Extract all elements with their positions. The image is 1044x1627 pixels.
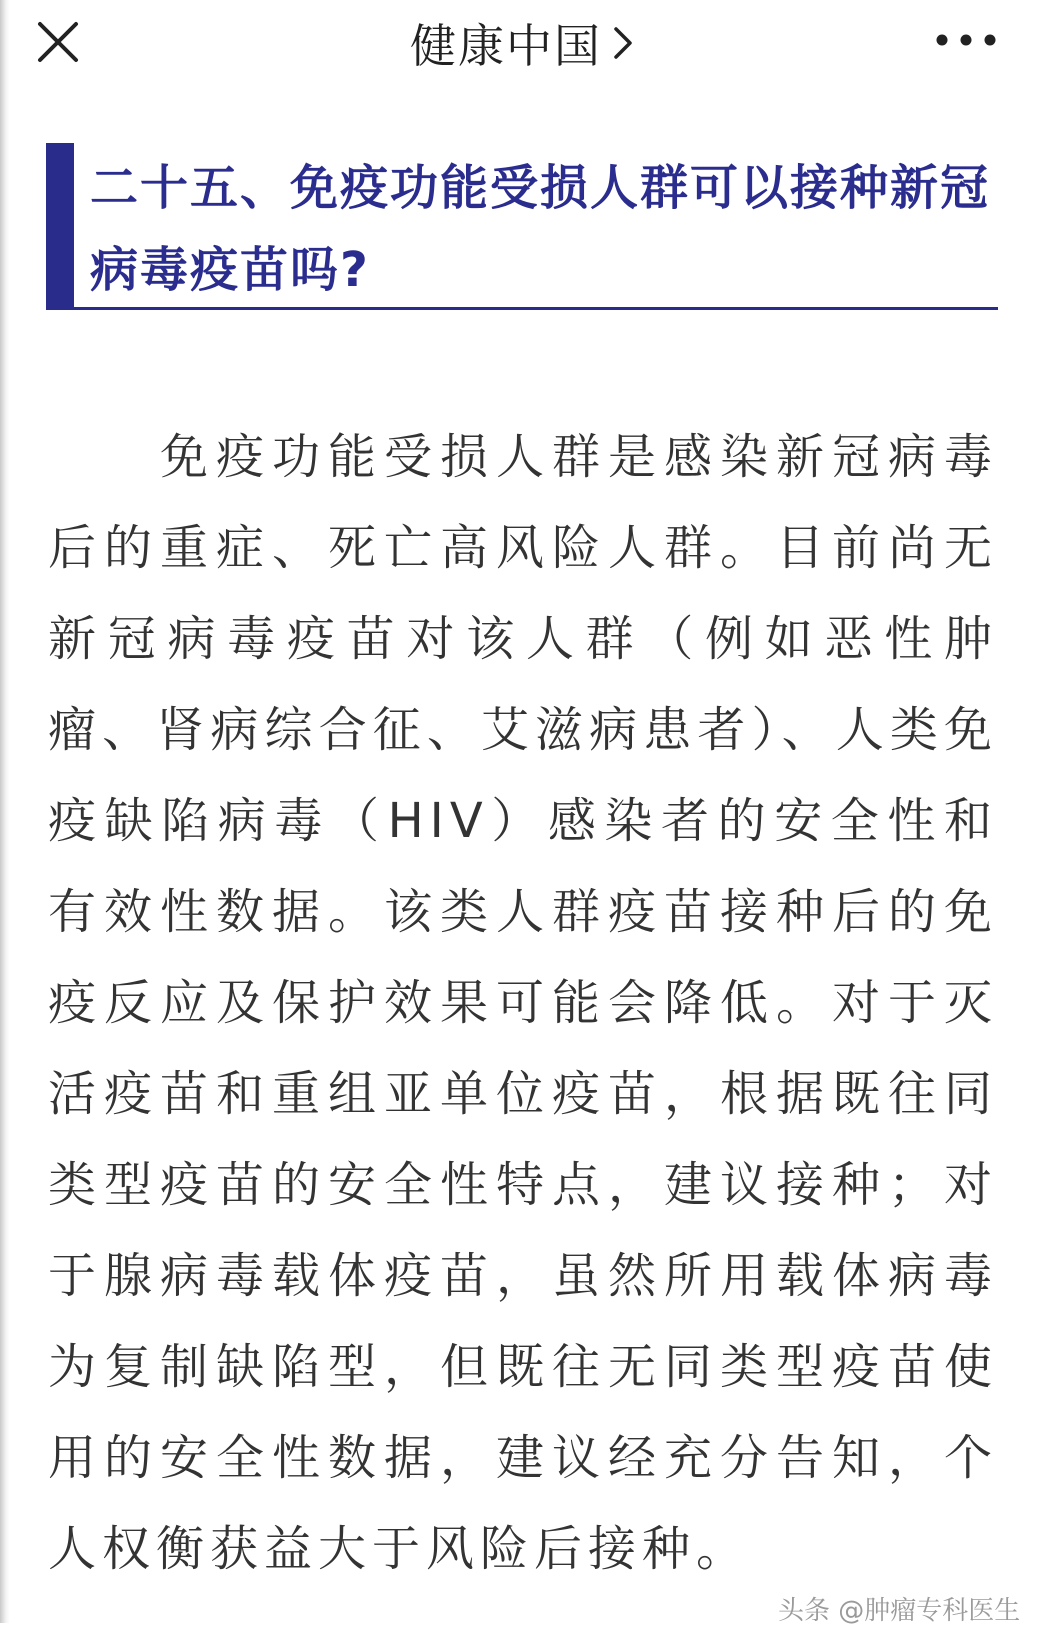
heading-underline <box>46 307 998 310</box>
close-icon[interactable] <box>30 14 86 70</box>
section-heading: 二十五、免疫功能受损人群可以接种新冠病毒疫苗吗? <box>90 160 991 298</box>
more-horizontal-icon[interactable] <box>926 18 1006 62</box>
article-paragraph: 免疫功能受损人群是感染新冠病毒后的重症、死亡高风险人群。目前尚无新冠病毒疫苗对该人群（例如恶性肿瘤、肾病综合征、艾滋病患者）、人类免疫缺陷病毒（HIV）感染者的安全性和有效性数据。该类人群疫苗接种后的免疫反应及保护效果可能会降低。对于灭活疫苗和重组亚单位疫苗，根据既往同类型疫苗的安全性特点，建议接种；对于腺病毒载体疫苗，虽然所用载体病毒为复制缺陷型，但既往无同类型疫苗使用的安全性数据，建议经充分告知，个人权衡获益大于风险后接种。 <box>48 429 998 1577</box>
heading-accent-bar <box>46 143 74 309</box>
top-navigation-bar <box>0 0 1044 88</box>
account-title-link[interactable] <box>300 8 744 78</box>
section-heading-block <box>46 143 998 311</box>
nav-title: 健康中国 <box>410 19 602 73</box>
left-edge-shadow <box>0 0 10 1623</box>
chevron-right-icon <box>612 25 634 61</box>
watermark: 头条 @肿瘤专科医生 <box>778 1596 1021 1626</box>
